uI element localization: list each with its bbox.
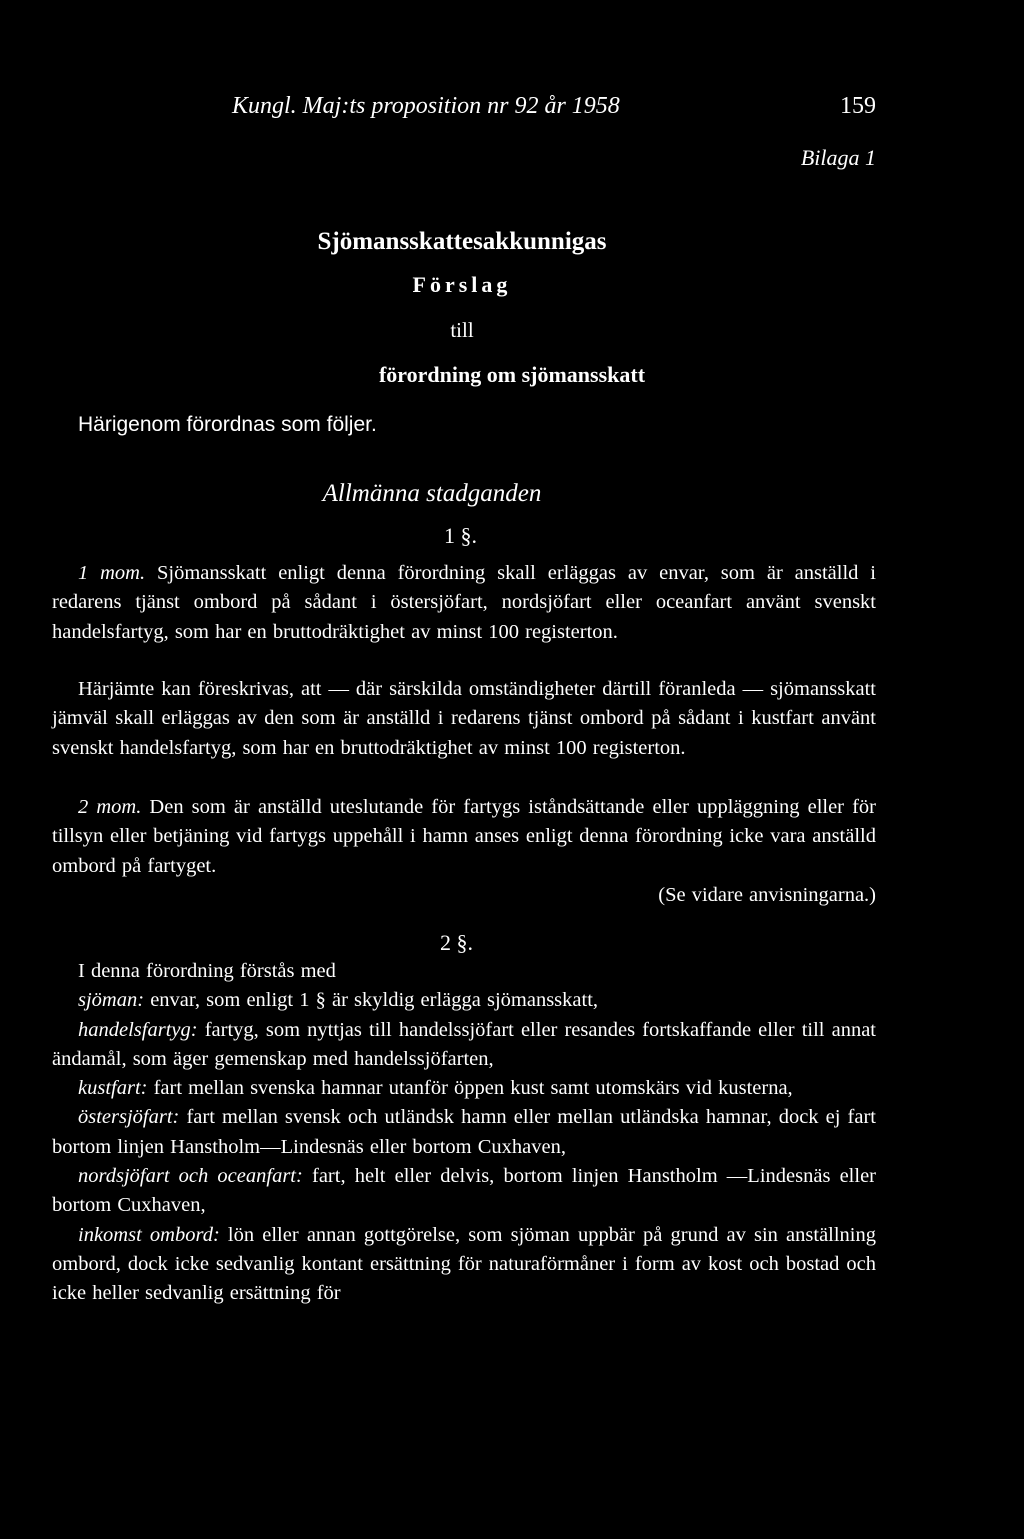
- definitions-intro: I denna förordning förstås med: [78, 960, 336, 982]
- definition-item: [52, 986, 876, 1015]
- page-number: 159: [840, 93, 876, 119]
- ordinance-title: förordning om sjömansskatt: [378, 362, 646, 387]
- definition-term: östersjöfart:: [78, 1106, 180, 1129]
- intro-line: Härigenom förordnas som följer.: [78, 413, 377, 436]
- definition-item: [52, 1074, 876, 1103]
- definition-text: lön eller annan gottgörelse, som sjöman uppbär på grund av sin anställning ombord, dock icke sedvanlig kontant ersättning för naturaförmåner i form av kost och bostad och icke heller sedvanlig ersättning för: [52, 1223, 877, 1305]
- definition-term: kustfart:: [78, 1077, 148, 1100]
- mom-1-text: Sjömansskatt enligt denna förordning skall erläggas av envar, som är anställd i redarens tjänst ombord på sådant i östersjöfart, nordsjöfart eller oceanfart använt svenskt handelsfartyg, som har en bruttodräktighet av minst 100 registerton.: [52, 562, 876, 643]
- definition-text: fart mellan svensk och utländsk hamn eller mellan utländska hamnar, dock ej fart bortom linjen Hanstholm—Lindesnäs eller bortom Cuxhaven,: [52, 1106, 877, 1158]
- definition-term: sjöman:: [78, 989, 145, 1012]
- definition-term: nordsjöfart och oceanfart:: [78, 1165, 303, 1188]
- see-also-note: (Se vidare anvisningarna.): [658, 883, 876, 906]
- paragraph-1-mom-2: [52, 793, 876, 910]
- appendix-label: Bilaga 1: [800, 145, 876, 170]
- paragraph-1-mom-1-continued: [52, 675, 876, 763]
- mom-1-text-2: Härjämte kan föreskrivas, att — där särskilda omständigheter därtill föranleda — sjömansskatt jämväl skall erläggas av den som är anställd i redarens tjänst ombord på sådant i kustfart använt svenskt handelsfartyg, som har en bruttodräktighet av minst 100 registerton.: [52, 678, 876, 759]
- mom-2-text: Den som är anställd uteslutande för fartygs iståndsättande eller uppläggning eller för tillsyn eller betjäning vid fartygs uppehåll i hamn anses enligt denna förordning icke vara anställd ombord på fartyget.: [52, 796, 877, 877]
- definition-term: inkomst ombord:: [78, 1223, 220, 1246]
- paragraph-1-mom-1: [52, 559, 876, 647]
- proposal-title: Förslag: [412, 272, 512, 297]
- header-title: Kungl. Maj:ts proposition nr 92 år 1958: [232, 93, 620, 119]
- definition-item: [52, 1103, 876, 1162]
- section-heading: Allmänna stadganden: [322, 480, 542, 507]
- mom-1-label: 1 mom.: [78, 562, 146, 584]
- definition-text: fartyg, som nyttjas till handelssjöfart eller resandes fortskaffande eller till annat ändamål, som äger gemenskap med handelssjöfarten,: [52, 1018, 877, 1070]
- definition-item: [52, 1016, 876, 1075]
- paragraph-2-mark: 2 §.: [440, 930, 473, 955]
- definition-text: fart mellan svenska hamnar utanför öppen kust samt utomskärs vid kusterna,: [153, 1077, 793, 1100]
- document-page: [52, 0, 876, 1539]
- mom-2-label: 2 mom.: [78, 796, 142, 818]
- paragraph-1-mark: 1 §.: [444, 523, 477, 548]
- definition-item: [52, 1221, 876, 1309]
- paragraph-2-definitions: [52, 957, 876, 1309]
- proposal-to: till: [450, 318, 474, 342]
- committee-title: Sjömansskattesakkunnigas: [317, 228, 607, 255]
- definition-item: [52, 1162, 876, 1221]
- definition-text: envar, som enligt 1 § är skyldig erlägga sjömansskatt,: [150, 989, 599, 1012]
- definition-term: handelsfartyg:: [78, 1018, 198, 1041]
- definition-text: fart, helt eller delvis, bortom linjen Hanstholm —Lindesnäs eller bortom Cuxhaven,: [52, 1165, 877, 1217]
